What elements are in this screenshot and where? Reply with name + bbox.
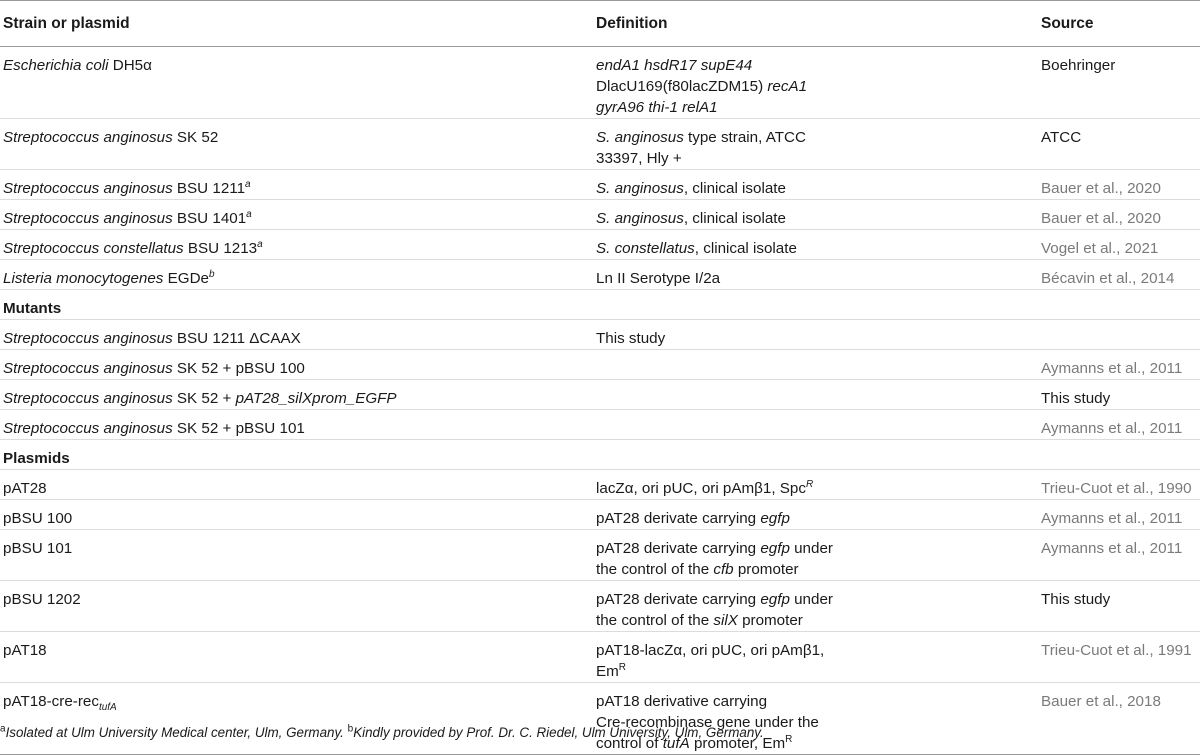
source-cell: Bauer et al., 2020: [1038, 200, 1200, 230]
definition-cell: [593, 200, 1038, 230]
superscript-mark: a: [0, 723, 6, 735]
subscript-text: tufA: [98, 702, 117, 714]
text-run: pAT28 derivate carrying: [596, 591, 761, 608]
text-run: Streptococcus anginosus: [3, 390, 173, 407]
text-run: promoter: [737, 612, 803, 629]
source-cell: This study: [1038, 380, 1200, 410]
text-run: pBSU 1202: [3, 591, 81, 608]
text-run: Isolated at Ulm University Medical center, Ulm, Germany.: [5, 725, 348, 740]
text-run: EGDe: [163, 270, 209, 287]
source-cell: Bauer et al., 2018: [1038, 683, 1200, 755]
table-row: [0, 230, 1200, 260]
text-run: lacZα, ori pUC, ori pAmβ1, Spc: [596, 480, 806, 497]
table-body: [0, 47, 1200, 755]
strain-cell: [0, 200, 593, 230]
source-cell: Bécavin et al., 2014: [1038, 260, 1200, 290]
text-run: DlacU169(f80lacZDM15): [596, 78, 768, 95]
definition-cell: [593, 683, 1038, 755]
definition-line: [596, 178, 1038, 199]
text-run: cfb: [713, 561, 734, 578]
text-run: SK 52 + pBSU 100: [172, 360, 305, 377]
superscript-mark: R: [805, 478, 814, 490]
definition-cell: [593, 410, 1038, 440]
source-cell: Aymanns et al., 2011: [1038, 530, 1200, 581]
header-source: Source: [1038, 1, 1200, 47]
text-run: pAT18: [3, 642, 47, 659]
definition-cell: [593, 47, 1038, 119]
text-run: egfp: [760, 540, 790, 557]
definition-line: [596, 610, 1038, 631]
text-run: pAT28 derivate carrying: [596, 540, 761, 557]
text-run: Streptococcus anginosus: [3, 180, 173, 197]
strain-cell: [0, 119, 593, 170]
table-header-row: [0, 1, 1200, 47]
strain-cell: [0, 170, 593, 200]
text-run: gyrA96 thi-1 relA1: [596, 99, 718, 116]
text-run: the control of the: [596, 612, 714, 629]
superscript-mark: R: [785, 733, 793, 745]
text-run: This study: [596, 330, 666, 347]
text-run: Em: [596, 663, 619, 680]
text-run: Streptococcus constellatus: [3, 240, 184, 257]
definition-cell: [593, 500, 1038, 530]
text-run: S. anginosus: [596, 210, 684, 227]
strain-cell: [0, 47, 593, 119]
definition-line: [596, 148, 1038, 169]
superscript-mark: a: [245, 178, 251, 190]
definition-cell: [593, 632, 1038, 683]
strain-cell: [0, 350, 593, 380]
table-row: [0, 47, 1200, 119]
text-run: S. anginosus: [596, 129, 684, 146]
table-row: [0, 380, 1200, 410]
text-run: promoter: [733, 561, 799, 578]
text-run: under: [789, 540, 833, 557]
superscript-mark: b: [347, 723, 354, 735]
definition-line: [596, 328, 1038, 349]
text-run: Streptococcus anginosus: [3, 129, 173, 146]
source-cell: Aymanns et al., 2011: [1038, 350, 1200, 380]
table-row: [0, 470, 1200, 500]
text-run: Streptococcus anginosus: [3, 210, 173, 227]
strain-cell: [0, 410, 593, 440]
text-run: pBSU 100: [3, 510, 73, 527]
text-run: promoter, Em: [689, 735, 786, 752]
source-cell: Bauer et al., 2020: [1038, 170, 1200, 200]
text-run: Streptococcus anginosus: [3, 330, 173, 347]
text-run: Kindly provided by Prof. Dr. C. Riedel, Ulm University, Ulm, Germany.: [353, 725, 764, 740]
text-run: egfp: [760, 591, 790, 608]
section-label: Plasmids: [0, 440, 1200, 470]
table-row: [0, 350, 1200, 380]
text-run: type strain, ATCC: [683, 129, 806, 146]
superscript-mark: R: [618, 661, 627, 673]
strain-cell: [0, 683, 593, 755]
definition-line: [596, 76, 1038, 97]
text-run: pAT28 derivate carrying: [596, 510, 761, 527]
definition-cell: [593, 230, 1038, 260]
text-run: under: [789, 591, 833, 608]
strain-cell: [0, 581, 593, 632]
strain-cell: [0, 500, 593, 530]
source-cell: This study: [1038, 581, 1200, 632]
footnote-b: [348, 725, 764, 740]
source-cell: Trieu-Cuot et al., 1991: [1038, 632, 1200, 683]
strain-cell: [0, 230, 593, 260]
text-run: Streptococcus anginosus: [3, 420, 173, 437]
text-run: egfp: [760, 510, 790, 527]
text-run: BSU 1213: [183, 240, 258, 257]
text-run: DH5α: [108, 57, 152, 74]
superscript-mark: b: [208, 268, 215, 280]
superscript-mark: a: [246, 208, 252, 220]
section-row: [0, 440, 1200, 470]
section-label: Mutants: [0, 290, 1200, 320]
table-row: [0, 320, 1200, 350]
definition-cell: [593, 320, 1038, 350]
text-run: BSU 1211 ΔCAAX: [172, 330, 301, 347]
text-run: pAT28_silXprom_EGFP: [235, 390, 397, 407]
definition-line: [596, 478, 1038, 499]
text-run: pBSU 101: [3, 540, 73, 557]
definition-line: [596, 238, 1038, 259]
text-run: 33397, Hly +: [596, 150, 682, 167]
text-run: pAT18-cre-rec: [3, 693, 99, 710]
strain-cell: [0, 320, 593, 350]
table-row: [0, 683, 1200, 755]
text-run: Streptococcus anginosus: [3, 360, 173, 377]
superscript-mark: a: [257, 238, 263, 250]
definition-cell: [593, 119, 1038, 170]
strain-cell: [0, 470, 593, 500]
source-cell: Aymanns et al., 2011: [1038, 410, 1200, 440]
table-footnotes: [0, 725, 1200, 740]
definition-line: [596, 268, 1038, 289]
table-row: [0, 119, 1200, 170]
table-row: [0, 410, 1200, 440]
strain-cell: [0, 632, 593, 683]
source-cell: Boehringer: [1038, 47, 1200, 119]
text-run: endA1 hsdR17 supE44: [596, 57, 753, 74]
text-run: SK 52: [172, 129, 219, 146]
definition-cell: [593, 530, 1038, 581]
text-run: , clinical isolate: [694, 240, 797, 257]
text-run: Ln II Serotype I/2a: [596, 270, 721, 287]
text-run: Cre-recombinase gene under the: [596, 714, 819, 731]
source-cell: Aymanns et al., 2011: [1038, 500, 1200, 530]
definition-line: [596, 661, 1038, 682]
definition-line: [596, 691, 1038, 712]
strain-cell: [0, 260, 593, 290]
table-row: [0, 170, 1200, 200]
definition-line: [596, 589, 1038, 610]
definition-cell: [593, 170, 1038, 200]
table-row: [0, 500, 1200, 530]
definition-line: [596, 538, 1038, 559]
source-cell: ATCC: [1038, 119, 1200, 170]
definition-cell: [593, 380, 1038, 410]
text-run: recA1: [767, 78, 808, 95]
table-row: [0, 632, 1200, 683]
text-run: BSU 1401: [172, 210, 247, 227]
text-run: , clinical isolate: [683, 210, 786, 227]
table-row: [0, 581, 1200, 632]
definition-line: [596, 97, 1038, 118]
table-row: [0, 260, 1200, 290]
definition-cell: [593, 581, 1038, 632]
source-cell: [1038, 320, 1200, 350]
definition-line: [596, 559, 1038, 580]
definition-line: [596, 127, 1038, 148]
source-cell: Vogel et al., 2021: [1038, 230, 1200, 260]
table-row: [0, 530, 1200, 581]
text-run: silX: [713, 612, 738, 629]
text-run: pAT18-lacZα, ori pUC, ori pAmβ1,: [596, 642, 825, 659]
strain-cell: [0, 530, 593, 581]
definition-cell: [593, 470, 1038, 500]
text-run: pAT18 derivative carrying: [596, 693, 768, 710]
definition-line: [596, 640, 1038, 661]
definition-cell: [593, 350, 1038, 380]
text-run: BSU 1211: [172, 180, 246, 197]
text-run: , clinical isolate: [683, 180, 786, 197]
footnote-a: [0, 725, 348, 740]
text-run: tufA: [662, 735, 690, 752]
text-run: control of: [596, 735, 663, 752]
text-run: S. constellatus: [596, 240, 695, 257]
source-cell: Trieu-Cuot et al., 1990: [1038, 470, 1200, 500]
text-run: pAT28: [3, 480, 47, 497]
text-run: Listeria monocytogenes: [3, 270, 164, 287]
definition-line: [596, 508, 1038, 529]
definition-line: [596, 55, 1038, 76]
text-run: SK 52 + pBSU 101: [172, 420, 305, 437]
table-row: [0, 200, 1200, 230]
text-run: the control of the: [596, 561, 714, 578]
definition-cell: [593, 260, 1038, 290]
text-run: SK 52 +: [172, 390, 236, 407]
text-run: Escherichia coli: [3, 57, 109, 74]
section-row: [0, 290, 1200, 320]
strain-cell: [0, 380, 593, 410]
header-strain-or-plasmid: Strain or plasmid: [0, 1, 593, 47]
definition-line: [596, 208, 1038, 229]
text-run: S. anginosus: [596, 180, 684, 197]
header-definition: Definition: [593, 1, 1038, 47]
